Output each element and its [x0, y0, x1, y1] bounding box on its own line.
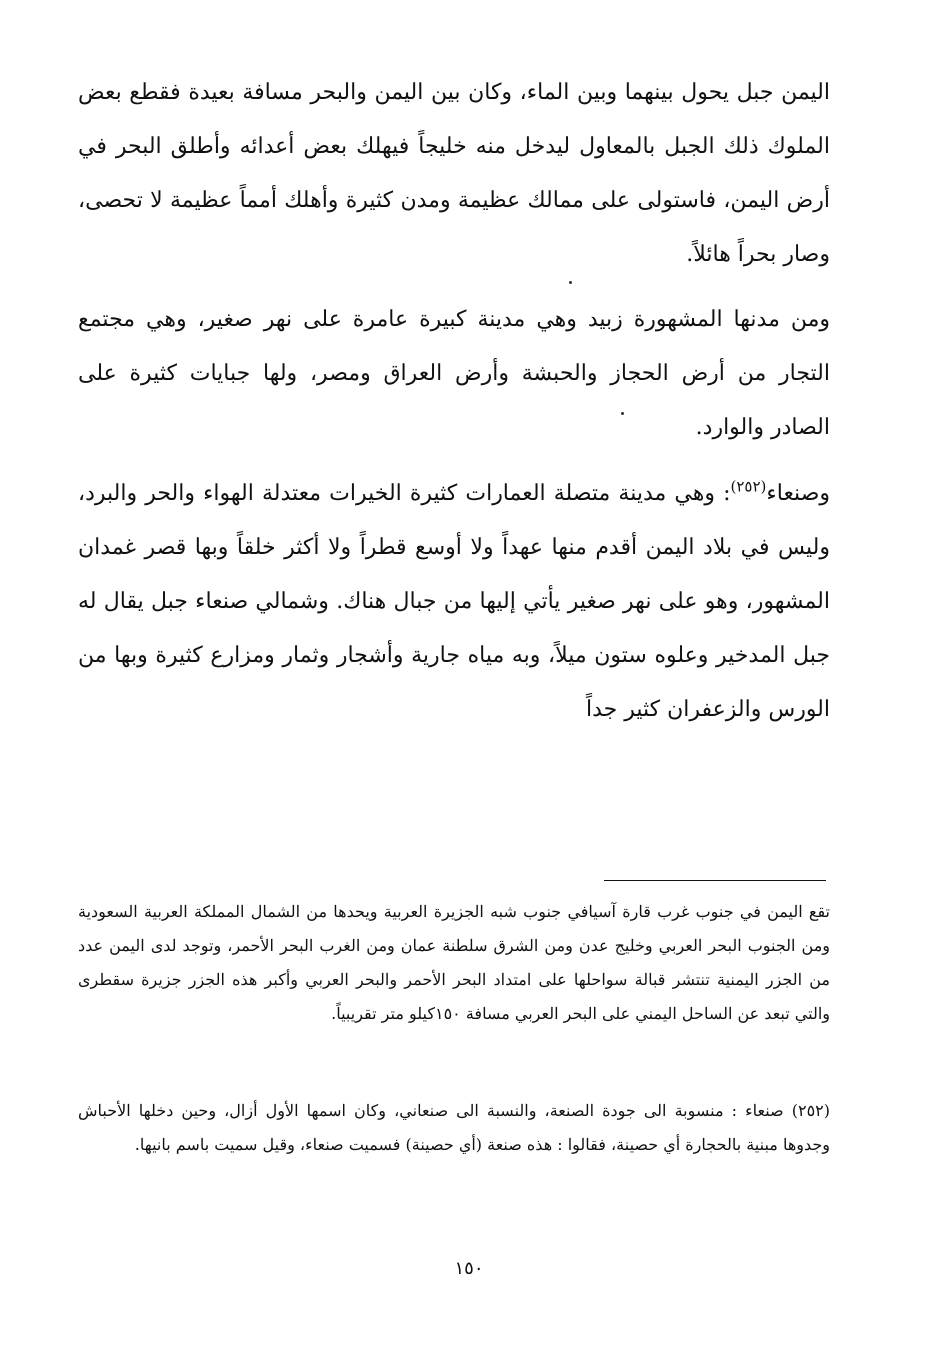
- footnote-yemen: تقع اليمن في جنوب غرب قارة آسيافي جنوب شبه الجزيرة العربية ويحدها من الشمال المملكة العربية السعودية ومن الجنوب البحر العربي وخليج عدن ومن الشرق سلطنة عمان ومن الغرب البحر الأحمر، وتوجد لدى اليمن عدد من الجزر اليمنية تنتشر قبالة سواحلها على امتداد البحر الأحمر والبحر العربي وأكبر هذه الجزر جزيرة سقطرى والتي تبعد عن الساحل اليمني على البحر العربي مسافة ١٥٠كيلو متر تقريبياً.: [78, 902, 830, 1023]
- footnote-sanaa: (٢٥٢) صنعاء : منسوبة الى جودة الصنعة، والنسبة الى صنعاني، وكان اسمها الأول أزال، وحين دخلها الأحباش وجدوها مبنية بالحجارة أي حصينة، فقالوا : هذه صنعة (أي حصينة) فسميت صنعاء، وقيل سميت باسم بانيها.: [78, 1101, 830, 1154]
- sanaa-paragraph-text: : وهي مدينة متصلة العمارات كثيرة الخيرات معتدلة الهواء والحر والبرد، وليس في بلاد اليمن أقدم منها عهداً ولا أوسع قطراً ولا أكثر خلقاً وبها قصر غمدان المشهور، وهو على نهر صغير يأتي إليها من جبال هناك. وشمالي صنعاء جبل يقال له جبل المدخير وعلوه ستون ميلاً، وبه مياه جارية وأشجار وثمار ومزارع كثيرة وبها من الورس والزعفران كثير جداً: [78, 481, 830, 722]
- sanaa-heading-word: وصنعاء: [766, 481, 830, 506]
- paragraph-zabid: ومن مدنها المشهورة زبيد وهي مدينة كبيرة عامرة على نهر صغير، وهي مجتمع التجار من أرض الحجاز والحبشة وأرض العراق ومصر، ولها جبايات كثيرة على الصادر والوارد.: [78, 307, 830, 440]
- paragraph-yemen-sea: اليمن جبل يحول بينهما وبين الماء، وكان بين اليمن والبحر مسافة بعيدة فقطع بعض الملوك ذلك الجبل بالمعاول ليدخل منه خليجاً فيهلك بعض أعدائه وأطلق البحر في أرض اليمن، فاستولى على ممالك عظيمة ومدن كثيرة وأهلك أمماً عظيمة لا تحصى، وصار بحراً هائلاً.: [78, 80, 830, 267]
- footnote-separator: [604, 880, 826, 881]
- stray-dot-mark: [621, 412, 624, 415]
- page-number: ١٥٠: [454, 1258, 484, 1279]
- paragraph-sanaa: [78, 467, 830, 737]
- footnote-reference: (٢٥٢): [730, 477, 767, 496]
- stray-dot-mark: [569, 281, 572, 284]
